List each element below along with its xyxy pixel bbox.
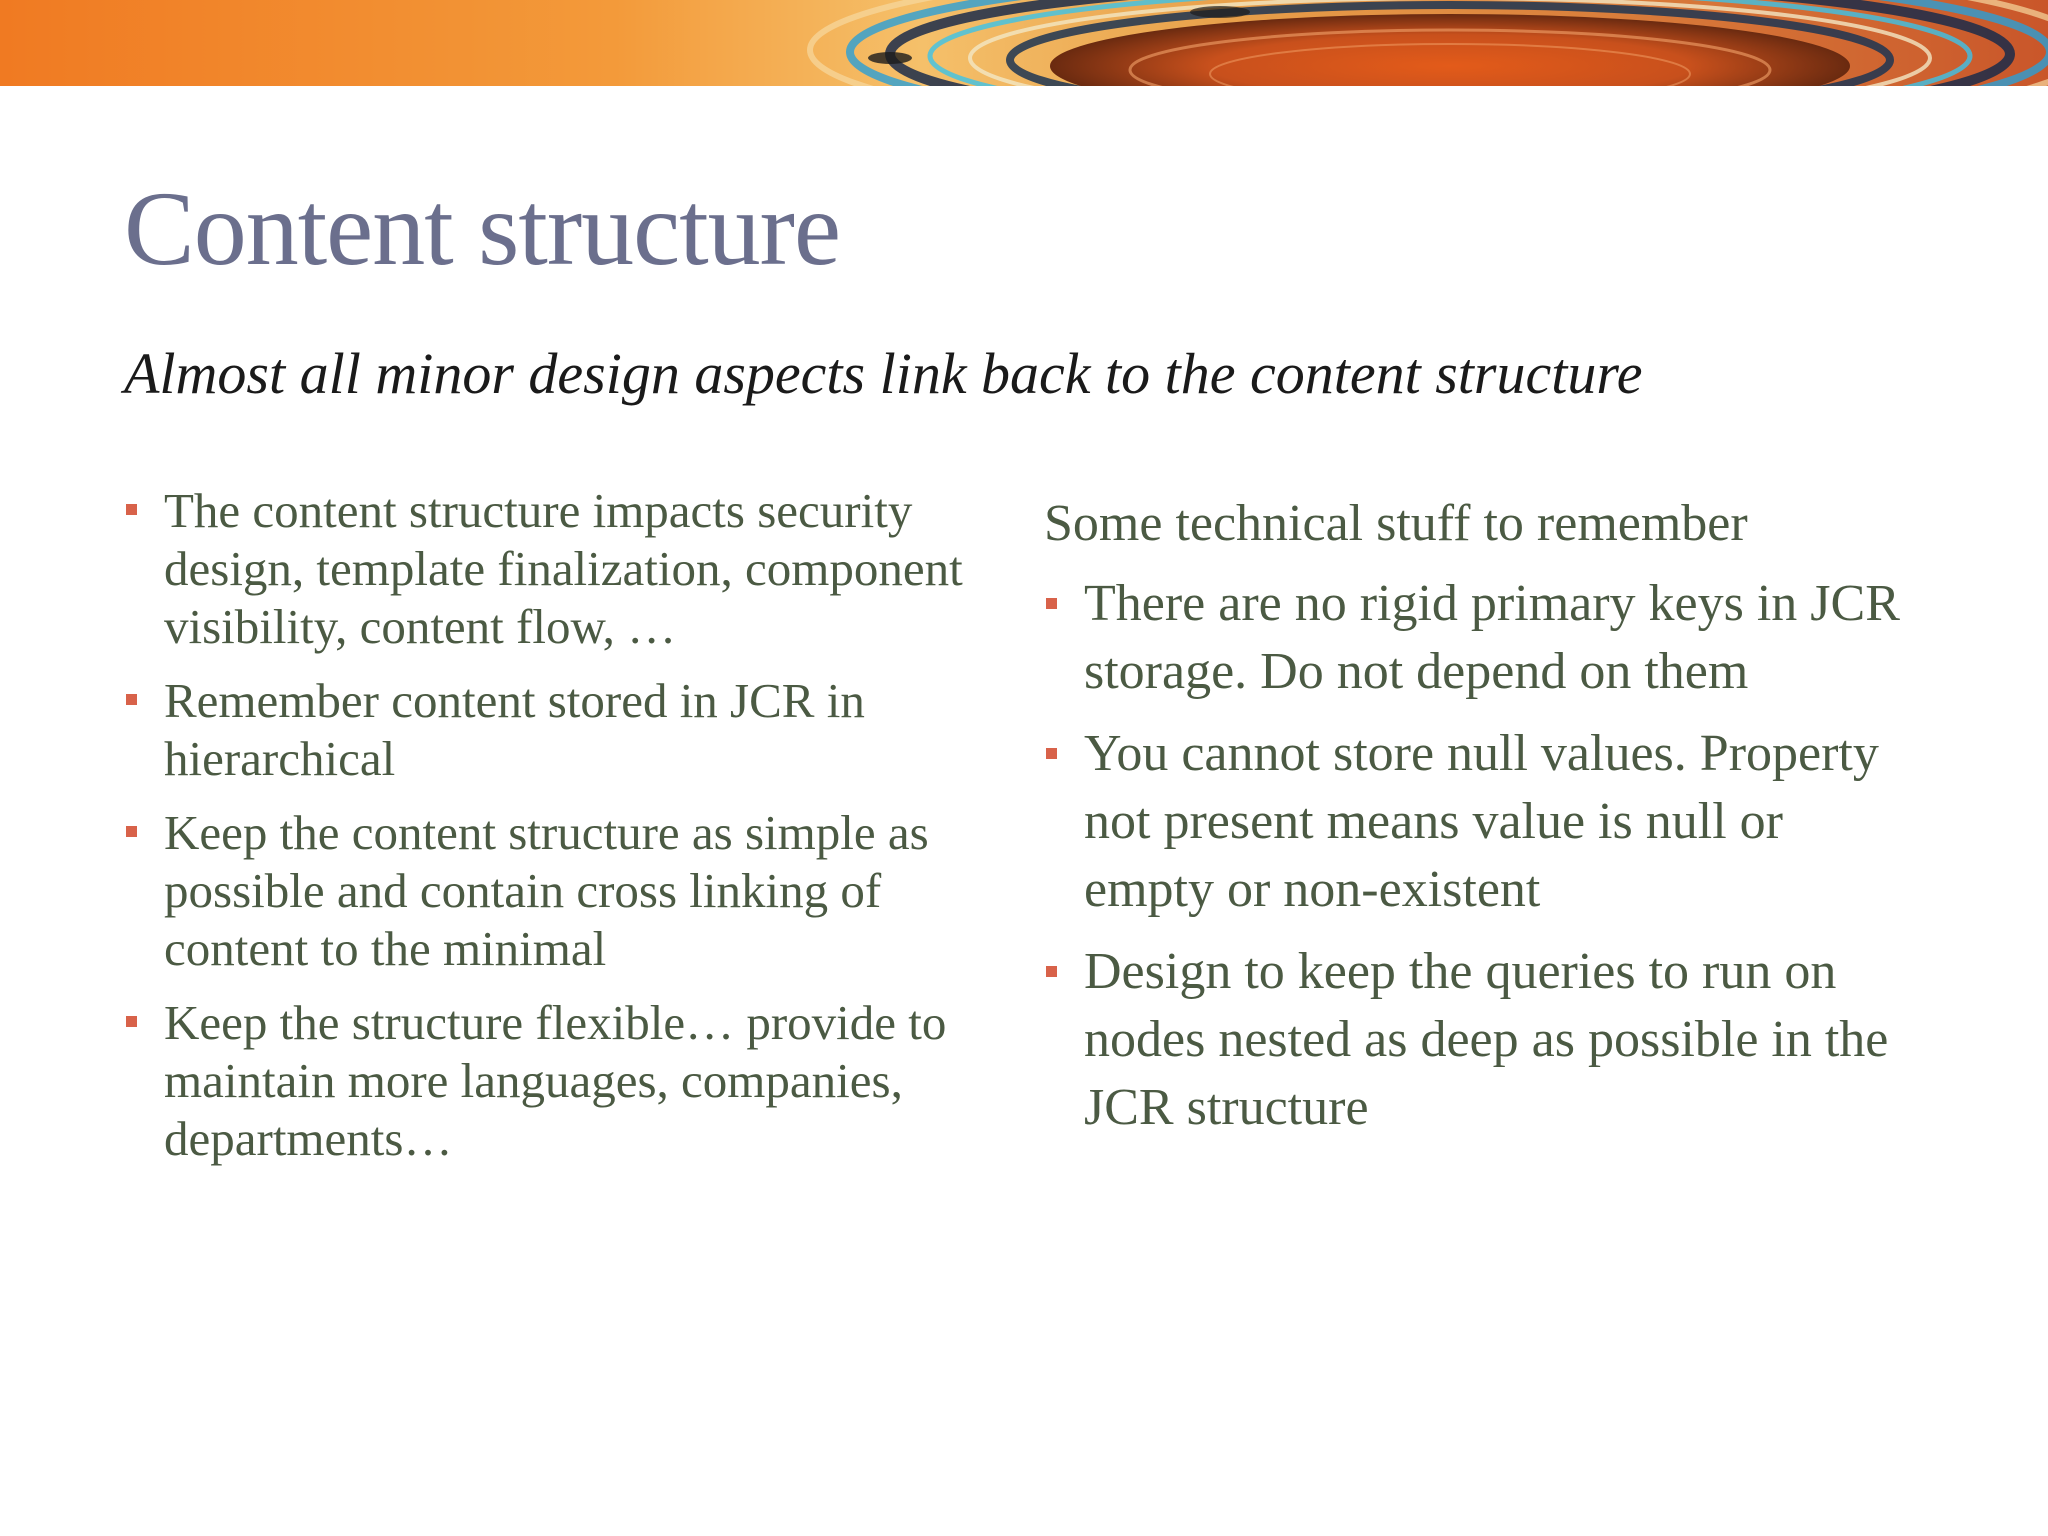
square-bullet-icon — [126, 694, 137, 705]
square-bullet-icon — [1046, 748, 1057, 759]
square-bullet-icon — [1046, 966, 1057, 977]
list-item — [124, 482, 964, 656]
bullet-text: The content structure impacts security design, template finalization, component visibility, content flow, … — [164, 483, 963, 654]
list-item — [1044, 570, 1924, 706]
swirl-banner-graphic — [0, 0, 2048, 86]
right-bullet-list — [1044, 570, 1924, 1142]
list-item — [1044, 938, 1924, 1142]
left-bullet-list — [124, 482, 964, 1168]
list-item — [124, 672, 964, 788]
bullet-text: There are no rigid primary keys in JCR storage. Do not depend on them — [1084, 575, 1900, 700]
square-bullet-icon — [126, 826, 137, 837]
list-item — [124, 994, 964, 1168]
square-bullet-icon — [126, 1016, 137, 1027]
left-column — [124, 482, 964, 1184]
list-item — [124, 804, 964, 978]
right-column — [1044, 490, 1924, 1156]
slide-title: Content structure — [124, 170, 840, 287]
right-column-heading: Some technical stuff to remember — [1044, 495, 1748, 552]
bullet-text: Keep the structure flexible… provide to maintain more languages, companies, departments… — [164, 995, 947, 1166]
square-bullet-icon — [126, 504, 137, 515]
square-bullet-icon — [1046, 598, 1057, 609]
bullet-text: You cannot store null values. Property not present means value is null or empty or non-existent — [1084, 725, 1879, 918]
bullet-text: Keep the content structure as simple as possible and contain cross linking of content to the minimal — [164, 805, 929, 976]
header-banner — [0, 0, 2048, 86]
bullet-text: Design to keep the queries to run on nodes nested as deep as possible in the JCR structure — [1084, 943, 1889, 1136]
bullet-text: Remember content stored in JCR in hierarchical — [164, 673, 865, 786]
slide-subtitle: Almost all minor design aspects link back to the content structure — [124, 341, 1643, 406]
list-item — [1044, 720, 1924, 924]
